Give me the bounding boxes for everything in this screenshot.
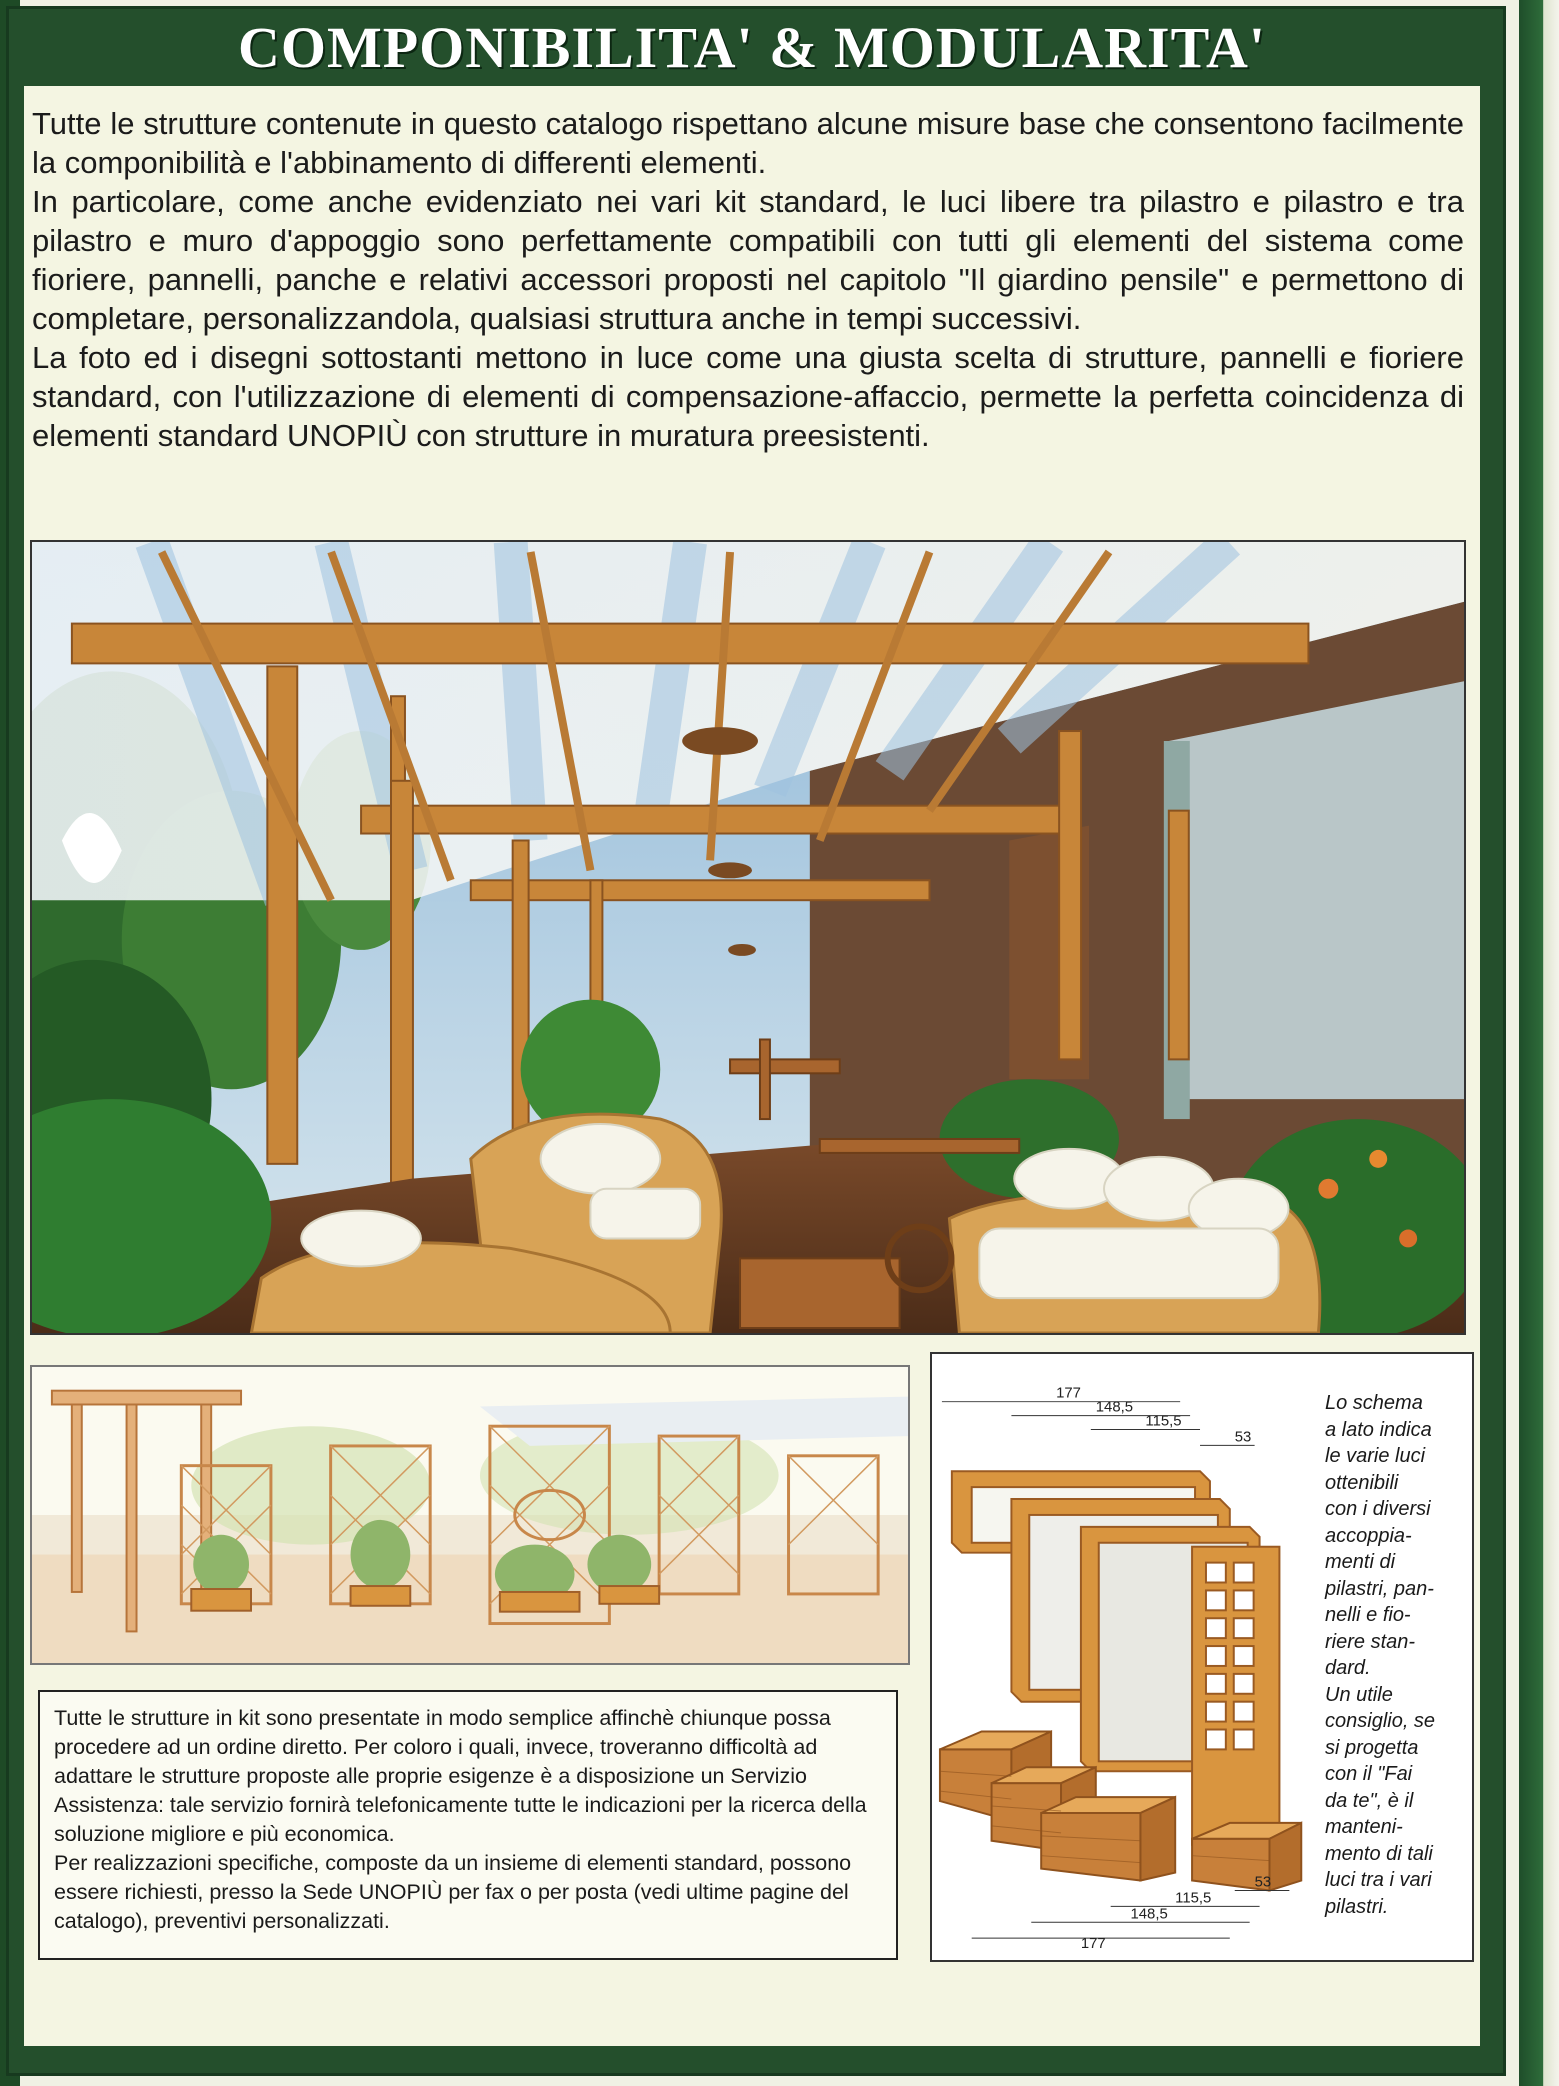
pergola-lattice-sketch	[30, 1365, 910, 1665]
dim-top-2: 148,5	[1095, 1399, 1134, 1416]
diagram-note-paragraph-2: Un utile consiglio, se si progetta con il "Fai da te", è il manteni- mento di tali luci tra i vari pilastri.	[1325, 1683, 1436, 1918]
page-edge-right	[1519, 0, 1559, 2086]
intro-paragraph-3: La foto ed i disegni sottostanti mettono in luce come una giusta scelta di strutture, pannelli e fioriere standard, con l'utilizzazione di elementi di compensazione-affaccio, permette la perfetta coincidenza di elementi standard UNOPIÙ con strutture in muratura preesistenti.	[32, 340, 1464, 453]
service-paragraph-2: Per realizzazioni specifiche, composte da un insieme di elementi standard, possono essere richiesti, presso la Sede UNOPIÙ per fax o per posta (vedi ultime pagine del catalogo), preventivi personalizzati.	[54, 1851, 852, 1933]
service-info-box	[38, 1690, 898, 1960]
dim-bottom-4: 177	[1080, 1936, 1106, 1953]
intro-paragraph-1: Tutte le strutture contenute in questo catalogo rispettano alcune misure base che consentono facilmente la componibilità e l'abbinamento di differenti elementi.	[32, 106, 1464, 180]
dim-bottom-2: 115,5	[1175, 1890, 1212, 1907]
dim-top-4: 53	[1234, 1429, 1252, 1446]
service-paragraph-1: Tutte le strutture in kit sono presentate in modo semplice affinchè chiunque possa procedere ad un ordine diretto. Per coloro i quali, invece, troveranno difficoltà ad adattare le strutture proposte alle proprie esigenze è a disposizione un Servizio Assistenza: tale servizio fornirà telefonicamente tutte le indicazioni per la ricerca della soluzione migliore e più economica.	[54, 1706, 867, 1846]
diagram-note	[1325, 1390, 1475, 1920]
dim-bottom-1: 53	[1254, 1874, 1272, 1891]
intro-paragraph-2: In particolare, come anche evidenziato nei vari kit standard, le luci libere tra pilastro e pilastro e tra pilastro e muro d'appoggio sono perfettamente compatibili con tutti gli elementi del sistema come fioriere, pannelli, panche e relativi accessori proposti nel capitolo "Il giardino pensile" e permettono di completare, personalizzandola, qualsiasi struttura anche in tempi successivi.	[32, 184, 1464, 336]
dim-bottom-3: 148,5	[1130, 1906, 1168, 1923]
dim-top-3: 115,5	[1145, 1413, 1182, 1430]
dim-top-1: 177	[1056, 1385, 1081, 1402]
intro-text	[32, 104, 1464, 455]
diagram-note-paragraph-1: Lo schema a lato indica le varie luci ottenibili con i diversi accoppia- menti di pilastri, pan- nelli e fio- riere stan- dard.	[1325, 1392, 1434, 1679]
page-title: COMPONIBILITA' & MODULARITA'	[238, 15, 1266, 80]
terrace-pergola-photo	[30, 540, 1466, 1335]
